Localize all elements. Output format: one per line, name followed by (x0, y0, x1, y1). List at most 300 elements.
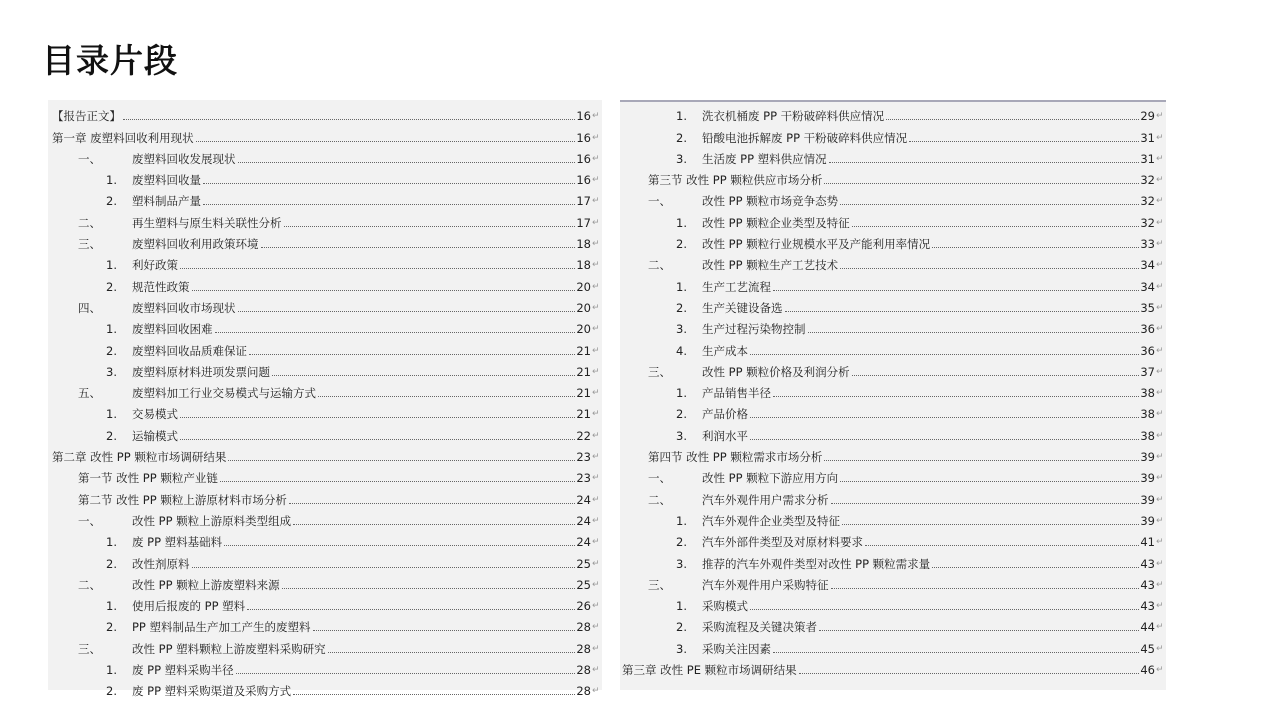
toc-entry-page: 34 (1140, 279, 1155, 294)
toc-entry-page: 33 (1140, 237, 1155, 252)
toc-entry-title: 改性 PP 颗粒上游原料类型组成 (132, 513, 292, 528)
toc-entry-page: 36 (1140, 322, 1155, 337)
toc-entry (48, 208, 602, 229)
toc-entry-title: 利润水平 (702, 428, 748, 443)
toc-entry (620, 187, 1166, 208)
dot-leader (247, 608, 575, 610)
toc-entry-page: 17 (576, 194, 591, 209)
toc-entry-title: 生产过程污染物控制 (702, 322, 806, 337)
toc-entry-number: 三、 (78, 237, 101, 252)
toc-entry (48, 592, 602, 613)
toc-entry-title: 洗衣机桶废 PP 干粉破碎料供应情况 (702, 109, 885, 124)
toc-entry-number: 1. (106, 599, 117, 614)
toc-entry-page: 31 (1140, 130, 1155, 145)
toc-entry-title: 生活废 PP 塑料供应情况 (702, 151, 827, 166)
toc-entry-number: 1. (106, 173, 117, 188)
paragraph-return-icon: ↵ (592, 452, 600, 463)
toc-entry-page: 32 (1140, 215, 1155, 230)
paragraph-return-icon: ↵ (592, 537, 600, 548)
toc-entry-page: 46 (1140, 663, 1155, 678)
toc-entry-title: 第四节 改性 PP 颗粒需求市场分析 (648, 450, 823, 465)
dot-leader (785, 310, 1140, 312)
toc-entry-page: 43 (1140, 577, 1155, 592)
toc-entry (48, 315, 602, 336)
toc-entry-title: 改性 PP 颗粒行业规模水平及产能利用率情况 (702, 237, 931, 252)
toc-entry-page: 18 (576, 258, 591, 273)
toc-entry (48, 400, 602, 421)
toc-entry-page: 21 (576, 364, 591, 379)
paragraph-return-icon: ↵ (592, 686, 600, 697)
toc-entry-number: 五、 (78, 386, 101, 401)
dot-leader (824, 459, 1139, 461)
toc-entry-page: 25 (576, 577, 591, 592)
paragraph-return-icon: ↵ (592, 153, 600, 164)
paragraph-return-icon: ↵ (1156, 132, 1164, 143)
toc-entry (620, 358, 1166, 379)
toc-entry (48, 230, 602, 251)
toc-entry-page: 16 (576, 151, 591, 166)
toc-entry-page: 39 (1140, 471, 1155, 486)
dot-leader (318, 395, 575, 397)
toc-entry-number: 3. (676, 428, 687, 443)
paragraph-return-icon: ↵ (592, 281, 600, 292)
toc-entry (48, 528, 602, 549)
dot-leader (203, 182, 575, 184)
toc-entry-title: 汽车外部件类型及对原材料要求 (702, 535, 863, 550)
toc-entry-title: 铅酸电池拆解废 PP 干粉破碎料供应情况 (702, 130, 908, 145)
toc-entry (48, 656, 602, 677)
toc-entry (48, 571, 602, 592)
toc-entry (48, 272, 602, 293)
paragraph-return-icon: ↵ (592, 473, 600, 484)
toc-entry-title: 采购关注因素 (702, 641, 771, 656)
toc-entry (620, 102, 1166, 123)
toc-entry-title: 废塑料原材料进项发票问题 (132, 364, 270, 379)
toc-entry-title: 生产工艺流程 (702, 279, 771, 294)
toc-entry-page: 29 (1140, 109, 1155, 124)
toc-entry-title: 改性 PP 颗粒上游废塑料来源 (132, 577, 280, 592)
paragraph-return-icon: ↵ (1156, 366, 1164, 377)
dot-leader (886, 118, 1139, 120)
toc-entry-title: 使用后报废的 PP 塑料 (132, 599, 246, 614)
dot-leader (840, 203, 1139, 205)
toc-entry (620, 166, 1166, 187)
toc-entry-number: 2. (676, 130, 687, 145)
toc-entry (620, 507, 1166, 528)
toc-entry (620, 145, 1166, 166)
toc-entry-title: 改性 PP 颗粒市场竞争态势 (702, 194, 839, 209)
toc-entry (620, 400, 1166, 421)
page-title: 目录片段 (42, 41, 178, 80)
toc-entry (48, 145, 602, 166)
toc-entry-number: 一、 (648, 194, 671, 209)
toc-entry-page: 36 (1140, 343, 1155, 358)
toc-entry-title: 第二节 改性 PP 颗粒上游原材料市场分析 (78, 492, 287, 507)
toc-entry-title: 【报告正文】 (52, 109, 121, 124)
dot-leader (238, 310, 576, 312)
toc-entry-page: 21 (576, 386, 591, 401)
toc-entry (620, 613, 1166, 634)
toc-entry-page: 39 (1140, 492, 1155, 507)
toc-entry-title: 废塑料回收困难 (132, 322, 213, 337)
toc-entry-title: 废塑料加工行业交易模式与运输方式 (132, 386, 316, 401)
paragraph-return-icon: ↵ (1156, 473, 1164, 484)
toc-entry (48, 613, 602, 634)
dot-leader (203, 203, 575, 205)
toc-entry-number: 2. (676, 535, 687, 550)
paragraph-return-icon: ↵ (1156, 281, 1164, 292)
toc-entry-title: 改性 PP 颗粒企业类型及特征 (702, 215, 850, 230)
toc-entry (620, 528, 1166, 549)
dot-leader (261, 246, 576, 248)
toc-entry-title: 采购模式 (702, 599, 748, 614)
toc-entry-page: 16 (576, 109, 591, 124)
toc-entry (620, 464, 1166, 485)
toc-entry-title: 运输模式 (132, 428, 178, 443)
toc-entry-title: 废塑料回收量 (132, 173, 201, 188)
toc-entry-number: 2. (106, 343, 117, 358)
toc-entry-title: 改性 PP 颗粒生产工艺技术 (702, 258, 839, 273)
toc-entry-page: 45 (1140, 641, 1155, 656)
dot-leader (289, 502, 576, 504)
toc-entry-title: 废塑料回收利用政策环境 (132, 237, 259, 252)
toc-entry (620, 656, 1166, 677)
toc-entry-number: 四、 (78, 300, 101, 315)
toc-entry-page: 32 (1140, 173, 1155, 188)
toc-entry-number: 3. (676, 556, 687, 571)
paragraph-return-icon: ↵ (1156, 643, 1164, 654)
dot-leader (293, 523, 575, 525)
toc-entry-title: 推荐的汽车外观件类型对改性 PP 颗粒需求量 (702, 556, 931, 571)
paragraph-return-icon: ↵ (1156, 153, 1164, 164)
toc-entry (620, 634, 1166, 655)
toc-entry (620, 230, 1166, 251)
toc-entry-title: 规范性政策 (132, 279, 190, 294)
toc-entry (48, 485, 602, 506)
toc-entry-number: 二、 (78, 577, 101, 592)
dot-leader (750, 416, 1139, 418)
toc-entry-title: 改性 PP 颗粒下游应用方向 (702, 471, 839, 486)
toc-entry (620, 485, 1166, 506)
paragraph-return-icon: ↵ (1156, 324, 1164, 335)
paragraph-return-icon: ↵ (1156, 537, 1164, 548)
toc-entry-number: 1. (676, 215, 687, 230)
toc-entry-page: 17 (576, 215, 591, 230)
paragraph-return-icon: ↵ (1156, 665, 1164, 676)
toc-entry-number: 1. (676, 109, 687, 124)
toc-entry-number: 1. (106, 407, 117, 422)
dot-leader (282, 587, 576, 589)
toc-entry-title: 产品价格 (702, 407, 748, 422)
toc-entry-page: 24 (576, 535, 591, 550)
dot-leader (852, 225, 1140, 227)
toc-entry-page: 35 (1140, 300, 1155, 315)
toc-entry (620, 251, 1166, 272)
dot-leader (773, 289, 1139, 291)
toc-entry-number: 2. (106, 194, 117, 209)
toc-entry-page: 41 (1140, 535, 1155, 550)
toc-entry-title: 第三章 改性 PE 颗粒市场调研结果 (622, 663, 797, 678)
dot-leader (819, 629, 1139, 631)
toc-entry (48, 507, 602, 528)
paragraph-return-icon: ↵ (1156, 494, 1164, 505)
toc-entry-page: 20 (576, 300, 591, 315)
paragraph-return-icon: ↵ (592, 665, 600, 676)
toc-entry-page: 21 (576, 407, 591, 422)
dot-leader (215, 331, 576, 333)
paragraph-return-icon: ↵ (592, 601, 600, 612)
paragraph-return-icon: ↵ (592, 366, 600, 377)
toc-entry (48, 102, 602, 123)
paragraph-return-icon: ↵ (592, 643, 600, 654)
toc-entry (620, 592, 1166, 613)
dot-leader (799, 672, 1140, 674)
toc-entry (48, 549, 602, 570)
paragraph-return-icon: ↵ (1156, 239, 1164, 250)
dot-leader (852, 374, 1140, 376)
paragraph-return-icon: ↵ (1156, 175, 1164, 186)
toc-entry-page: 43 (1140, 556, 1155, 571)
dot-leader (180, 267, 575, 269)
toc-entry (48, 166, 602, 187)
paragraph-return-icon: ↵ (592, 388, 600, 399)
dot-leader (293, 693, 575, 695)
toc-entry (48, 677, 602, 698)
toc-entry-page: 39 (1140, 513, 1155, 528)
paragraph-return-icon: ↵ (592, 217, 600, 228)
toc-entry (620, 336, 1166, 357)
dot-leader (192, 566, 576, 568)
paragraph-return-icon: ↵ (1156, 579, 1164, 590)
toc-entry (620, 294, 1166, 315)
paragraph-return-icon: ↵ (592, 558, 600, 569)
dot-leader (238, 161, 576, 163)
paragraph-return-icon: ↵ (1156, 217, 1164, 228)
toc-entry (48, 443, 602, 464)
dot-leader (824, 182, 1139, 184)
dot-leader (840, 480, 1139, 482)
dot-leader (831, 502, 1140, 504)
dot-leader (829, 161, 1140, 163)
toc-entry-page: 39 (1140, 450, 1155, 465)
dot-leader (909, 140, 1139, 142)
toc-entry-title: 汽车外观件企业类型及特征 (702, 513, 840, 528)
dot-leader (808, 331, 1140, 333)
toc-entry-number: 1. (106, 663, 117, 678)
dot-leader (313, 629, 576, 631)
dot-leader (228, 459, 575, 461)
toc-entry (48, 187, 602, 208)
toc-entry-page: 44 (1140, 620, 1155, 635)
toc-entry-number: 2. (106, 428, 117, 443)
dot-leader (840, 267, 1139, 269)
dot-leader (328, 651, 576, 653)
paragraph-return-icon: ↵ (592, 579, 600, 590)
toc-entry-page: 25 (576, 556, 591, 571)
paragraph-return-icon: ↵ (592, 622, 600, 633)
toc-entry-page: 43 (1140, 599, 1155, 614)
toc-entry-number: 二、 (648, 258, 671, 273)
dot-leader (284, 225, 576, 227)
paragraph-return-icon: ↵ (1156, 409, 1164, 420)
toc-entry-number: 2. (106, 279, 117, 294)
toc-entry-page: 16 (576, 173, 591, 188)
toc-entry-title: 生产关键设备选 (702, 300, 783, 315)
toc-entry-page: 20 (576, 322, 591, 337)
toc-entry (48, 251, 602, 272)
toc-entry-title: 第一节 改性 PP 颗粒产业链 (78, 471, 218, 486)
paragraph-return-icon: ↵ (1156, 430, 1164, 441)
toc-entry-title: 废塑料回收品质难保证 (132, 343, 247, 358)
toc-entry-title: 采购流程及关键决策者 (702, 620, 817, 635)
toc-entry (620, 315, 1166, 336)
toc-entry-page: 22 (576, 428, 591, 443)
toc-entry-page: 38 (1140, 407, 1155, 422)
toc-entry (48, 421, 602, 442)
toc-entry-page: 24 (576, 513, 591, 528)
toc-entry-title: 废 PP 塑料采购渠道及采购方式 (132, 684, 292, 699)
toc-entry-page: 24 (576, 492, 591, 507)
dot-leader (773, 395, 1139, 397)
toc-entry (620, 379, 1166, 400)
toc-entry-title: 废塑料回收发展现状 (132, 151, 236, 166)
toc-entry-title: 改性 PP 颗粒价格及利润分析 (702, 364, 850, 379)
toc-entry (48, 123, 602, 144)
dot-leader (249, 353, 575, 355)
toc-entry-title: 汽车外观件用户需求分析 (702, 492, 829, 507)
toc-entry-number: 3. (676, 322, 687, 337)
toc-entry-title: 交易模式 (132, 407, 178, 422)
dot-leader (842, 523, 1139, 525)
toc-entry-title: 再生塑料与原生料关联性分析 (132, 215, 282, 230)
paragraph-return-icon: ↵ (592, 494, 600, 505)
paragraph-return-icon: ↵ (1156, 388, 1164, 399)
toc-entry-page: 32 (1140, 194, 1155, 209)
toc-entry-page: 28 (576, 663, 591, 678)
toc-entry-page: 37 (1140, 364, 1155, 379)
paragraph-return-icon: ↵ (1156, 260, 1164, 271)
toc-entry-title: 第三节 改性 PP 颗粒供应市场分析 (648, 173, 823, 188)
toc-entry-title: 汽车外观件用户采购特征 (702, 577, 829, 592)
dot-leader (932, 246, 1139, 248)
toc-entry-page: 34 (1140, 258, 1155, 273)
toc-entry-number: 2. (676, 300, 687, 315)
dot-leader (236, 672, 576, 674)
toc-entry-number: 1. (106, 535, 117, 550)
dot-leader (865, 544, 1139, 546)
toc-entry-page: 21 (576, 343, 591, 358)
paragraph-return-icon: ↵ (592, 515, 600, 526)
toc-list-right (620, 102, 1166, 677)
toc-entry-number: 一、 (78, 151, 101, 166)
toc-entry-number: 4. (676, 343, 687, 358)
toc-entry-title: 改性 PP 塑料颗粒上游废塑料采购研究 (132, 641, 326, 656)
toc-entry-title: 第二章 改性 PP 颗粒市场调研结果 (52, 450, 227, 465)
toc-entry (48, 464, 602, 485)
paragraph-return-icon: ↵ (592, 111, 600, 122)
toc-entry-number: 一、 (78, 513, 101, 528)
toc-entry-number: 三、 (648, 577, 671, 592)
toc-entry-number: 1. (106, 322, 117, 337)
toc-entry (48, 336, 602, 357)
toc-entry-title: 第一章 废塑料回收利用现状 (52, 130, 194, 145)
paragraph-return-icon: ↵ (1156, 515, 1164, 526)
toc-entry-number: 二、 (648, 492, 671, 507)
toc-entry-title: 废 PP 塑料基础料 (132, 535, 223, 550)
toc-entry-number: 1. (676, 279, 687, 294)
dot-leader (750, 438, 1139, 440)
dot-leader (196, 140, 576, 142)
toc-entry-number: 三、 (78, 641, 101, 656)
toc-entry-number: 1. (106, 258, 117, 273)
toc-entry-number: 2. (676, 620, 687, 635)
toc-entry-number: 一、 (648, 471, 671, 486)
toc-entry-title: 废塑料回收市场现状 (132, 300, 236, 315)
paragraph-return-icon: ↵ (1156, 111, 1164, 122)
paragraph-return-icon: ↵ (1156, 196, 1164, 207)
dot-leader (220, 480, 576, 482)
paragraph-return-icon: ↵ (1156, 345, 1164, 356)
paragraph-return-icon: ↵ (1156, 601, 1164, 612)
toc-entry-page: 23 (576, 471, 591, 486)
paragraph-return-icon: ↵ (592, 324, 600, 335)
toc-entry-number: 2. (106, 556, 117, 571)
toc-entry-number: 1. (676, 386, 687, 401)
paragraph-return-icon: ↵ (592, 302, 600, 313)
paragraph-return-icon: ↵ (592, 175, 600, 186)
toc-entry-page: 38 (1140, 386, 1155, 401)
dot-leader (180, 416, 575, 418)
dot-leader (773, 651, 1139, 653)
toc-entry (620, 208, 1166, 229)
toc-entry-title: 利好政策 (132, 258, 178, 273)
dot-leader (272, 374, 575, 376)
toc-entry-page: 20 (576, 279, 591, 294)
toc-list-left (48, 102, 602, 698)
paragraph-return-icon: ↵ (592, 260, 600, 271)
toc-entry-page: 38 (1140, 428, 1155, 443)
toc-entry (620, 443, 1166, 464)
dot-leader (831, 587, 1140, 589)
toc-entry-title: 生产成本 (702, 343, 748, 358)
toc-entry-number: 3. (676, 641, 687, 656)
toc-entry-page: 18 (576, 237, 591, 252)
toc-entry-page: 28 (576, 684, 591, 699)
paragraph-return-icon: ↵ (1156, 302, 1164, 313)
toc-entry-title: 塑料制品产量 (132, 194, 201, 209)
toc-entry-page: 23 (576, 450, 591, 465)
paragraph-return-icon: ↵ (1156, 622, 1164, 633)
toc-entry (48, 379, 602, 400)
toc-entry (620, 571, 1166, 592)
dot-leader (750, 608, 1139, 610)
toc-entry-title: 产品销售半径 (702, 386, 771, 401)
toc-snippet-left (48, 100, 602, 699)
toc-entry (620, 549, 1166, 570)
toc-entry-number: 3. (106, 364, 117, 379)
toc-entry-number: 1. (676, 513, 687, 528)
paragraph-return-icon: ↵ (592, 430, 600, 441)
toc-entry-number: 1. (676, 599, 687, 614)
paragraph-return-icon: ↵ (592, 239, 600, 250)
dot-leader (123, 118, 575, 120)
toc-entry (48, 294, 602, 315)
dot-leader (180, 438, 575, 440)
toc-entry-number: 2. (106, 684, 117, 699)
paragraph-return-icon: ↵ (592, 196, 600, 207)
toc-entry-page: 31 (1140, 151, 1155, 166)
toc-entry-title: PP 塑料制品生产加工产生的废塑料 (132, 620, 311, 635)
